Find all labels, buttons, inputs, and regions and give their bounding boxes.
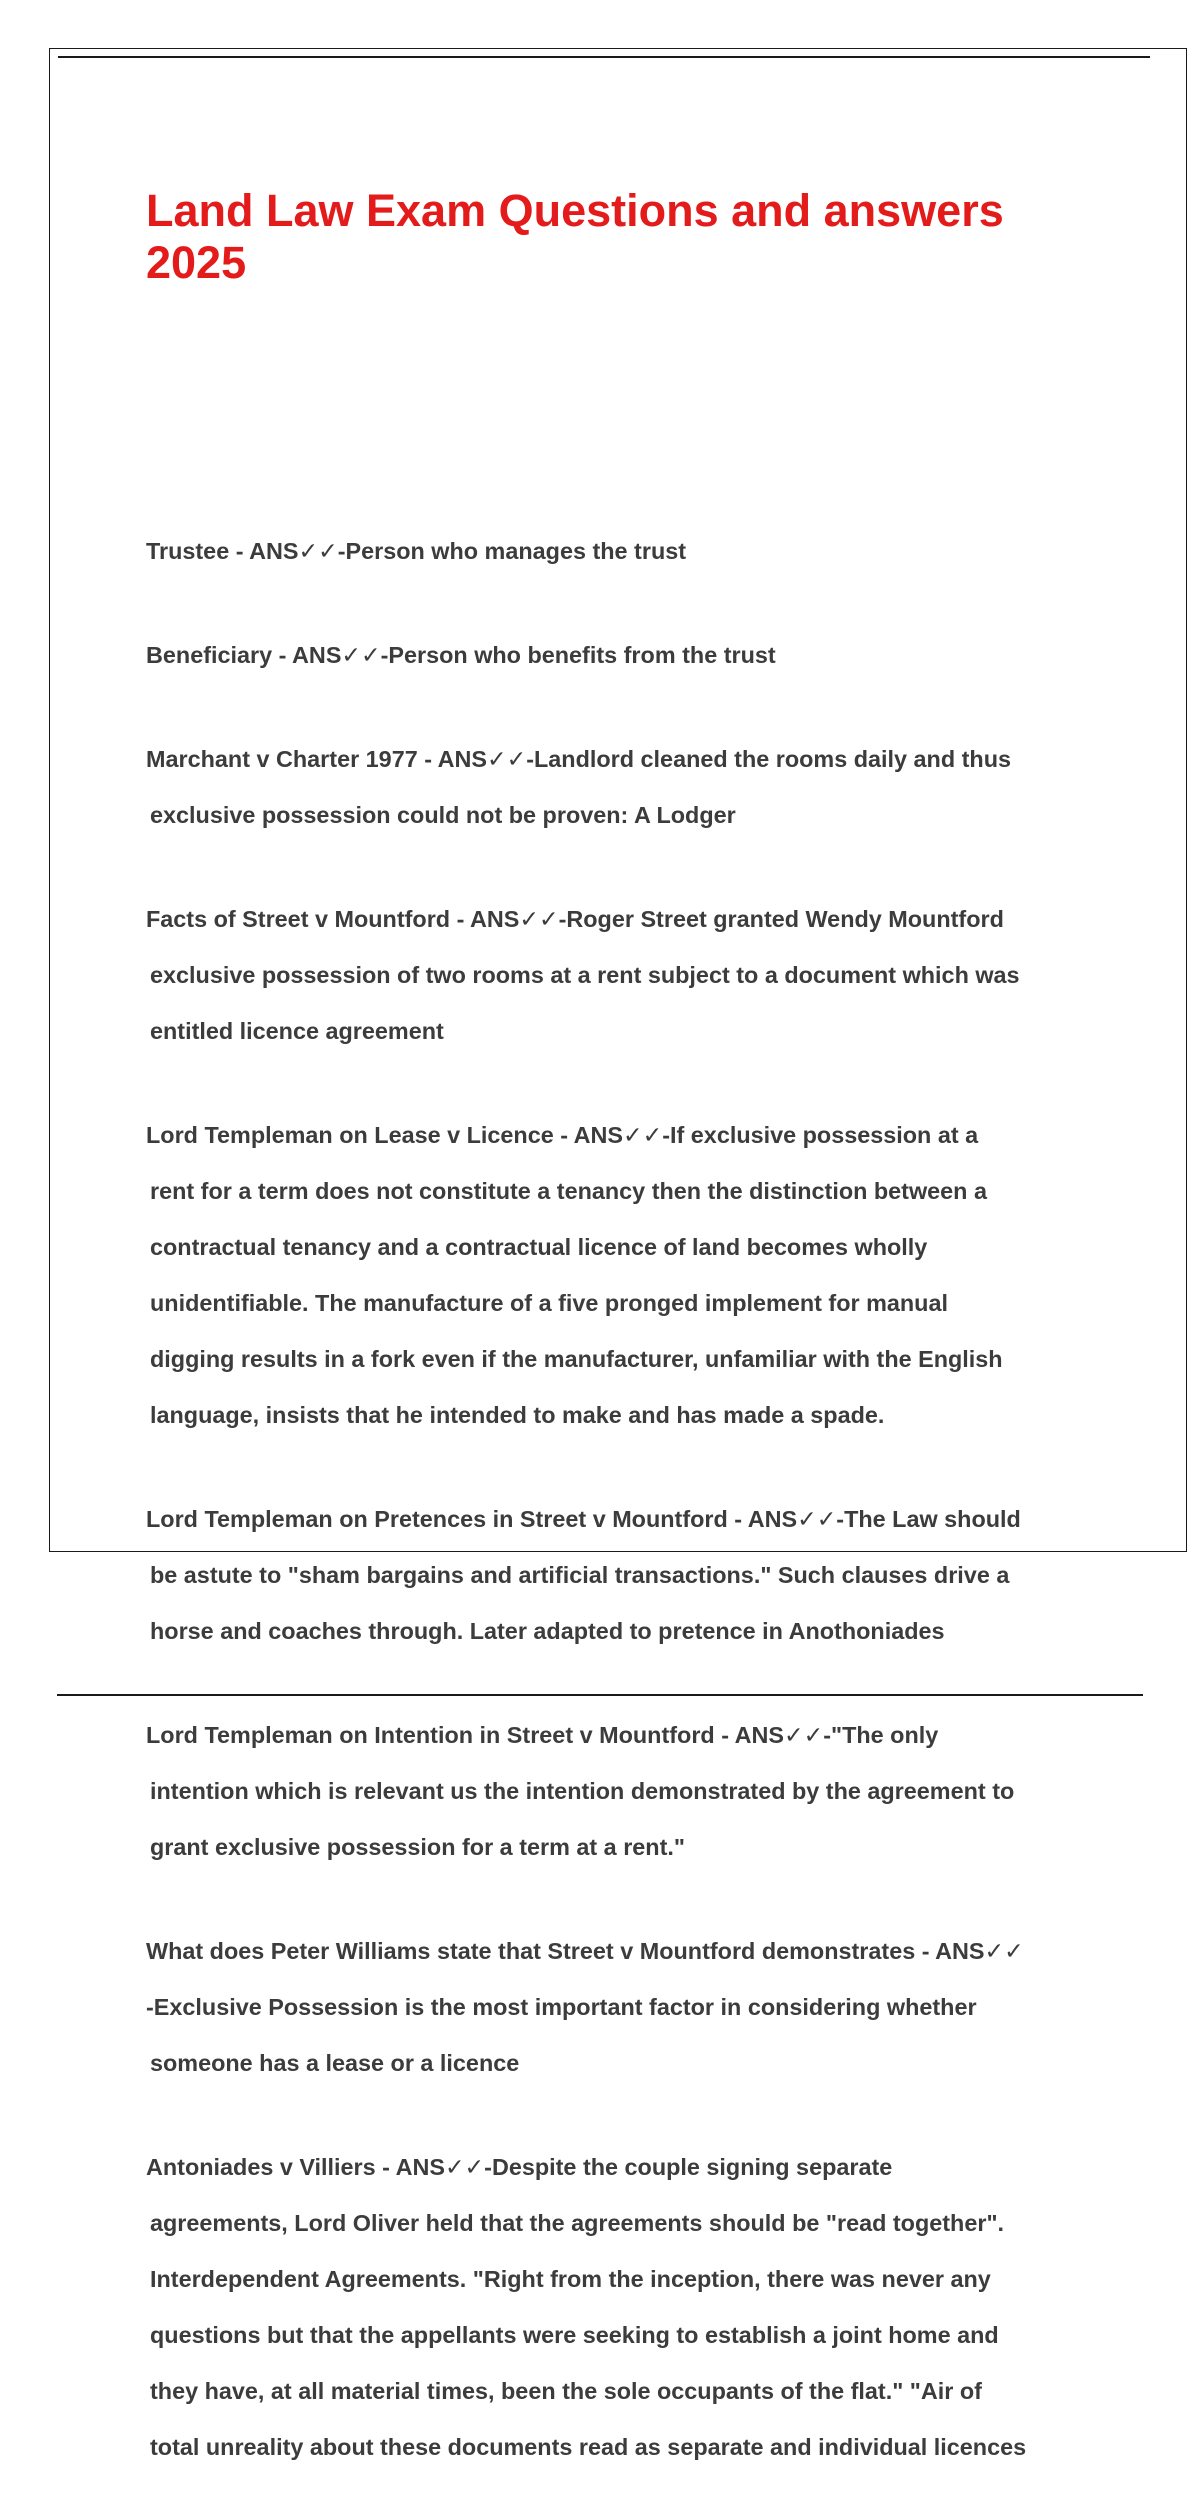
qa-item-antoniades-v-villiers bbox=[146, 2125, 1156, 2489]
qa-line: horse and coaches through. Later adapted to pretence in Anothoniades bbox=[150, 1618, 945, 1644]
qa-line: Interdependent Agreements. "Right from the inception, there was never any bbox=[150, 2266, 991, 2292]
qa-line: entitled licence agreement bbox=[150, 1018, 444, 1044]
qa-line: Antoniades v Villiers - ANS✓✓-Despite the couple signing separate bbox=[146, 2154, 893, 2180]
page-frame bbox=[49, 48, 1187, 2460]
qa-line: What does Peter Williams state that Street v Mountford demonstrates - ANS✓✓ bbox=[146, 1938, 1024, 1964]
qa-line: Lord Templeman on Pretences in Street v Mountford - ANS✓✓-The Law should bbox=[146, 1506, 1021, 1532]
qa-item-trustee bbox=[146, 509, 1156, 593]
document-title bbox=[146, 185, 1106, 289]
qa-list bbox=[146, 509, 1156, 2509]
qa-item-templeman-lease-v-licence bbox=[146, 1093, 1156, 1457]
qa-line: they have, at all material times, been the sole occupants of the flat." "Air of bbox=[150, 2378, 982, 2404]
qa-item-beneficiary bbox=[146, 613, 1156, 697]
qa-line: contractual tenancy and a contractual licence of land becomes wholly bbox=[150, 1234, 928, 1260]
qa-line: someone has a lease or a licence bbox=[150, 2050, 520, 2076]
title-line-1: Land Law Exam Questions and answers bbox=[146, 185, 1004, 236]
qa-item-peter-williams bbox=[146, 1909, 1156, 2105]
qa-line: Trustee - ANS✓✓-Person who manages the trust bbox=[146, 538, 687, 564]
qa-line: Marchant v Charter 1977 - ANS✓✓-Landlord cleaned the rooms daily and thus bbox=[146, 746, 1011, 772]
qa-line: grant exclusive possession for a term at a rent." bbox=[150, 1834, 685, 1860]
qa-line: Lord Templeman on Intention in Street v Mountford - ANS✓✓-"The only bbox=[146, 1722, 939, 1748]
qa-line: language, insists that he intended to make and has made a spade. bbox=[150, 1402, 885, 1428]
qa-line: agreements, Lord Oliver held that the agreements should be "read together". bbox=[150, 2210, 1005, 2236]
qa-item-templeman-pretences bbox=[146, 1477, 1156, 1673]
qa-line: be astute to "sham bargains and artificial transactions." Such clauses drive a bbox=[150, 1562, 1010, 1588]
qa-line: questions but that the appellants were seeking to establish a joint home and bbox=[150, 2322, 999, 2348]
qa-item-street-v-mountford-facts bbox=[146, 877, 1156, 1073]
qa-line: total unreality about these documents read as separate and individual licences bbox=[150, 2434, 1027, 2460]
qa-line: unidentifiable. The manufacture of a five pronged implement for manual bbox=[150, 1290, 948, 1316]
title-line-2: 2025 bbox=[146, 237, 247, 288]
qa-line: Lord Templeman on Lease v Licence - ANS✓✓-If exclusive possession at a bbox=[146, 1122, 979, 1148]
qa-item-templeman-intention bbox=[146, 1693, 1156, 1889]
bottom-rule bbox=[57, 1694, 1143, 1696]
qa-line: -Exclusive Possession is the most important factor in considering whether bbox=[146, 1994, 977, 2020]
qa-line: Beneficiary - ANS✓✓-Person who benefits from the trust bbox=[146, 642, 776, 668]
qa-line: rent for a term does not constitute a tenancy then the distinction between a bbox=[150, 1178, 987, 1204]
top-rule bbox=[58, 56, 1150, 58]
qa-line: Facts of Street v Mountford - ANS✓✓-Roger Street granted Wendy Mountford bbox=[146, 906, 1004, 932]
qa-line: intention which is relevant us the intention demonstrated by the agreement to bbox=[150, 1778, 1015, 1804]
qa-line: exclusive possession of two rooms at a rent subject to a document which was bbox=[150, 962, 1020, 988]
qa-line: exclusive possession could not be proven: A Lodger bbox=[150, 802, 736, 828]
qa-item-marchant-v-charter bbox=[146, 717, 1156, 857]
qa-line: digging results in a fork even if the manufacturer, unfamiliar with the English bbox=[150, 1346, 1003, 1372]
